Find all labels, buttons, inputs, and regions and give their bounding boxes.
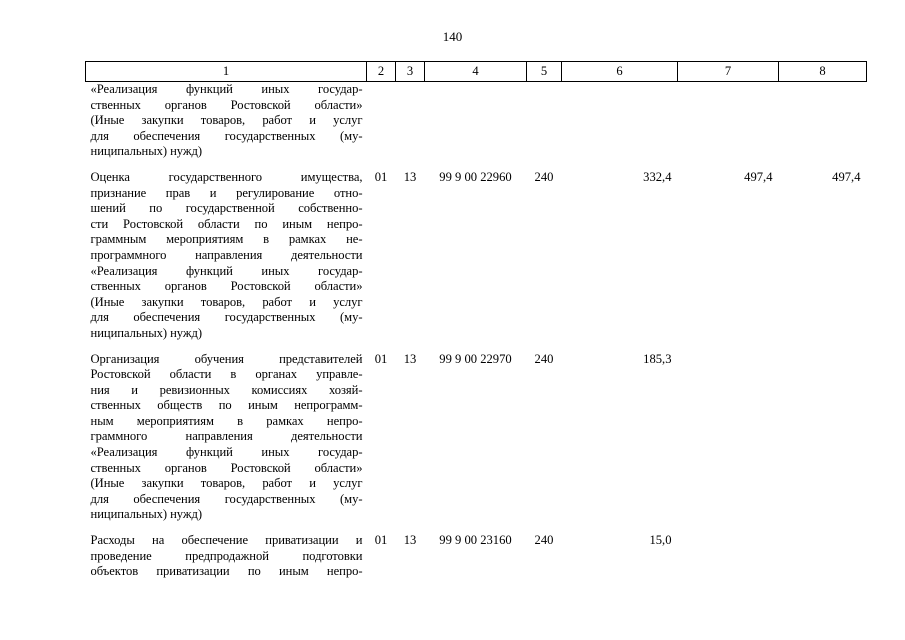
row-description <box>86 352 367 534</box>
description-line: ния и ревизионных комиссиях хозяй- <box>90 382 363 397</box>
description-line: Оценка государственного имущества, <box>90 169 363 184</box>
description-line: ственных органов Ростовской области» <box>90 279 363 294</box>
description-line: для обеспечения государственных (му- <box>90 310 363 325</box>
header-col-7: 7 <box>678 62 779 82</box>
amount-col-6: 15,0 <box>649 533 672 548</box>
subsection-code: 13 <box>403 351 417 366</box>
row-description <box>86 82 367 170</box>
target-article-code: 99 9 00 23160 <box>439 533 512 548</box>
description-line: (Иные закупки товаров, работ и услуг <box>90 113 363 128</box>
amount-col-7 <box>678 82 779 170</box>
description-line: Расходы на обеспечение приватизации и <box>90 533 363 548</box>
table-row <box>86 352 867 534</box>
section-code: 01 <box>374 169 388 184</box>
section-code: 01 <box>374 533 388 548</box>
amount-col-6: 185,3 <box>643 351 672 366</box>
header-col-2: 2 <box>367 62 396 82</box>
amount-col-8 <box>779 82 867 170</box>
section-code: 01 <box>374 351 388 366</box>
expense-type-code: 240 <box>534 533 554 548</box>
description-line: для обеспечения государственных (му- <box>90 128 363 143</box>
amount-col-8 <box>779 533 867 590</box>
amount-col-7 <box>678 352 779 534</box>
description-line: (Иные закупки товаров, работ и услуг <box>90 294 363 309</box>
description-line: «Реализация функций иных государ- <box>90 263 363 278</box>
table-row <box>86 82 867 170</box>
amount-col-8 <box>779 352 867 534</box>
expense-type-code: 240 <box>534 351 554 366</box>
description-line: Ростовской области в органах управле- <box>90 367 363 382</box>
description-line: ниципальных) нужд) <box>90 144 203 159</box>
subsection-code <box>396 82 425 170</box>
description-line: Организация обучения представителей <box>90 351 363 366</box>
header-col-3: 3 <box>396 62 425 82</box>
amount-col-6: 332,4 <box>643 169 672 184</box>
description-line: ниципальных) нужд) <box>90 507 203 522</box>
section-code <box>367 82 396 170</box>
description-line: ным мероприятиям в рамках непро- <box>90 413 363 428</box>
description-line: программного направления деятельности <box>90 247 363 262</box>
description-line: проведение предпродажной подготовки <box>90 548 363 563</box>
description-line: граммного направления деятельности <box>90 429 363 444</box>
row-description <box>86 170 367 352</box>
description-line: сти Ростовской области по иным непро- <box>90 216 363 231</box>
header-col-8: 8 <box>779 62 867 82</box>
amount-col-6 <box>562 82 678 170</box>
header-col-6: 6 <box>562 62 678 82</box>
row-description <box>86 533 367 590</box>
expense-type-code: 240 <box>534 169 554 184</box>
table-row <box>86 170 867 352</box>
target-article-code <box>425 82 527 170</box>
header-col-4: 4 <box>425 62 527 82</box>
description-line: ственных органов Ростовской области» <box>90 97 363 112</box>
header-col-1: 1 <box>86 62 367 82</box>
description-line: ственных обществ по иным непрограмм- <box>90 398 363 413</box>
table-header-row <box>86 62 867 82</box>
description-line: (Иные закупки товаров, работ и услуг <box>90 476 363 491</box>
description-line: шений по государственной собственно- <box>90 201 363 216</box>
budget-table <box>85 61 867 590</box>
description-line: «Реализация функций иных государ- <box>90 82 363 96</box>
description-line: объектов приватизации по иным непро- <box>90 564 363 579</box>
amount-col-7 <box>678 533 779 590</box>
description-line: граммным мероприятиям в рамках не- <box>90 232 363 247</box>
subsection-code: 13 <box>403 169 417 184</box>
description-line: «Реализация функций иных государ- <box>90 445 363 460</box>
description-line: ственных органов Ростовской области» <box>90 460 363 475</box>
expense-type-code <box>527 82 562 170</box>
description-line: для обеспечения государственных (му- <box>90 491 363 506</box>
target-article-code: 99 9 00 22960 <box>439 169 512 184</box>
table-row <box>86 533 867 590</box>
page-number: 140 <box>442 29 463 44</box>
target-article-code: 99 9 00 22970 <box>439 351 512 366</box>
description-line: ниципальных) нужд) <box>90 325 203 340</box>
header-col-5: 5 <box>527 62 562 82</box>
amount-col-8: 497,4 <box>832 169 861 184</box>
subsection-code: 13 <box>403 533 417 548</box>
description-line: признание прав и регулирование отно- <box>90 185 363 200</box>
amount-col-7: 497,4 <box>744 169 773 184</box>
